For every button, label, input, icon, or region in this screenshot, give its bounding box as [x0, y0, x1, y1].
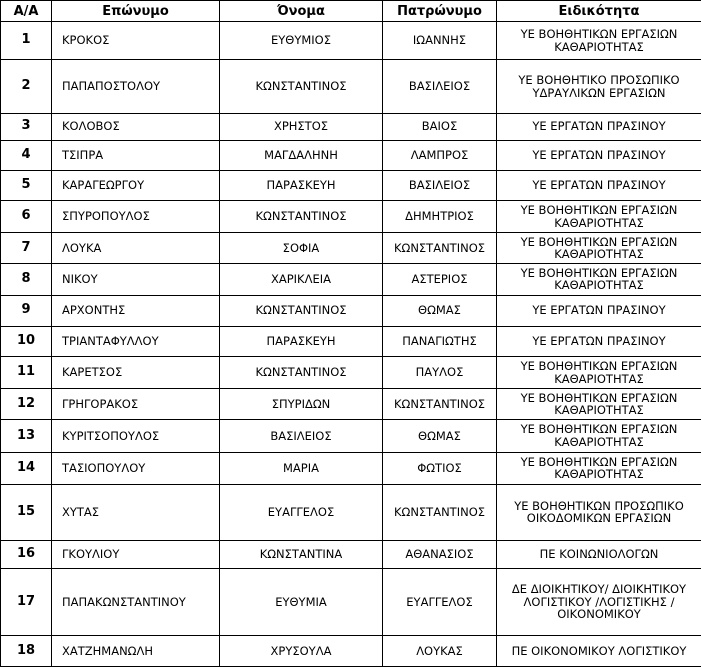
cell-aa: 3: [1, 113, 52, 140]
table-row: [1, 356, 701, 388]
cell-aa: 11: [1, 356, 52, 388]
cell-specialty: ΥΕ ΒΟΗΘΗΤΙΚΩΝ ΕΡΓΑΣΙΩΝ ΚΑΘΑΡΙΟΤΗΤΑΣ: [497, 22, 701, 60]
table-row: [1, 170, 701, 200]
cell-aa: 15: [1, 484, 52, 540]
cell-surname: ΛΟΥΚΑ: [52, 233, 220, 264]
table-row: [1, 484, 701, 540]
cell-name: ΧΡΗΣΤΟΣ: [220, 113, 383, 140]
cell-aa: 1: [1, 22, 52, 60]
cell-name: ΣΟΦΙΑ: [220, 233, 383, 264]
table-row: [1, 420, 701, 452]
cell-name: ΚΩΝΣΤΑΝΤΙΝΟΣ: [220, 60, 383, 113]
table-row: [1, 569, 701, 636]
table-row: [1, 326, 701, 356]
cell-name: ΧΑΡΙΚΛΕΙΑ: [220, 264, 383, 295]
cell-specialty: ΠΕ ΚΟΙΝΩΝΙΟΛΟΓΩΝ: [497, 541, 701, 569]
cell-aa: 2: [1, 60, 52, 113]
cell-aa: 13: [1, 420, 52, 452]
cell-father: ΠΑΝΑΓΙΩΤΗΣ: [383, 326, 497, 356]
cell-name: ΕΥΘΥΜΙΑ: [220, 569, 383, 636]
cell-aa: 9: [1, 295, 52, 326]
cell-specialty: ΥΕ ΕΡΓΑΤΩΝ ΠΡΑΣΙΝΟΥ: [497, 295, 701, 326]
cell-surname: ΚΑΡΕΤΣΟΣ: [52, 356, 220, 388]
cell-specialty: ΠΕ ΟΙΚΟΝΟΜΙΚΟΥ ΛΟΓΙΣΤΙΚΟΥ: [497, 635, 701, 666]
cell-name: ΚΩΝΣΤΑΝΤΙΝΑ: [220, 541, 383, 569]
table-body: [1, 22, 701, 667]
cell-aa: 14: [1, 452, 52, 484]
cell-name: ΚΩΝΣΤΑΝΤΙΝΟΣ: [220, 200, 383, 232]
cell-father: ΑΣΤΕΡΙΟΣ: [383, 264, 497, 295]
cell-surname: ΚΟΛΟΒΟΣ: [52, 113, 220, 140]
cell-father: ΚΩΝΣΤΑΝΤΙΝΟΣ: [383, 389, 497, 420]
cell-name: ΜΑΓΔΑΛΗΝΗ: [220, 140, 383, 170]
cell-name: ΕΥΘΥΜΙΟΣ: [220, 22, 383, 60]
cell-specialty: ΥΕ ΒΟΗΘΗΤΙΚΩΝ ΕΡΓΑΣΙΩΝ ΚΑΘΑΡΙΟΤΗΤΑΣ: [497, 233, 701, 264]
cell-surname: ΠΑΠΑΠΟΣΤΟΛΟΥ: [52, 60, 220, 113]
cell-father: ΙΩΑΝΝΗΣ: [383, 22, 497, 60]
cell-specialty: ΥΕ ΒΟΗΘΗΤΙΚΩΝ ΕΡΓΑΣΙΩΝ ΚΑΘΑΡΙΟΤΗΤΑΣ: [497, 420, 701, 452]
cell-specialty: ΥΕ ΕΡΓΑΤΩΝ ΠΡΑΣΙΝΟΥ: [497, 113, 701, 140]
table-row: [1, 113, 701, 140]
cell-specialty: ΥΕ ΕΡΓΑΤΩΝ ΠΡΑΣΙΝΟΥ: [497, 140, 701, 170]
header-name: Όνομα: [220, 1, 383, 22]
table-row: [1, 22, 701, 60]
table-row: [1, 140, 701, 170]
cell-specialty: ΥΕ ΒΟΗΘΗΤΙΚΟ ΠΡΟΣΩΠΙΚΟ ΥΔΡΑΥΛΙΚΩΝ ΕΡΓΑΣΙΩΝ: [497, 60, 701, 113]
cell-aa: 8: [1, 264, 52, 295]
cell-aa: 12: [1, 389, 52, 420]
cell-surname: ΑΡΧΟΝΤΗΣ: [52, 295, 220, 326]
cell-father: ΚΩΝΣΤΑΝΤΙΝΟΣ: [383, 484, 497, 540]
cell-father: ΒΑΙΟΣ: [383, 113, 497, 140]
table-row: [1, 541, 701, 569]
cell-aa: 4: [1, 140, 52, 170]
table-row: [1, 452, 701, 484]
cell-name: ΕΥΑΓΓΕΛΟΣ: [220, 484, 383, 540]
cell-surname: ΓΡΗΓΟΡΑΚΟΣ: [52, 389, 220, 420]
cell-name: ΒΑΣΙΛΕΙΟΣ: [220, 420, 383, 452]
cell-surname: ΤΡΙΑΝΤΑΦΥΛΛΟΥ: [52, 326, 220, 356]
cell-aa: 6: [1, 200, 52, 232]
cell-name: ΠΑΡΑΣΚΕΥΗ: [220, 326, 383, 356]
table-row: [1, 233, 701, 264]
cell-specialty: ΥΕ ΒΟΗΘΗΤΙΚΩΝ ΕΡΓΑΣΙΩΝ ΚΑΘΑΡΙΟΤΗΤΑΣ: [497, 452, 701, 484]
cell-name: ΚΩΝΣΤΑΝΤΙΝΟΣ: [220, 295, 383, 326]
cell-father: ΛΟΥΚΑΣ: [383, 635, 497, 666]
cell-father: ΛΑΜΠΡΟΣ: [383, 140, 497, 170]
cell-surname: ΤΑΣΙΟΠΟΥΛΟΥ: [52, 452, 220, 484]
table-row: [1, 264, 701, 295]
cell-specialty: ΥΕ ΒΟΗΘΗΤΙΚΩΝ ΕΡΓΑΣΙΩΝ ΚΑΘΑΡΙΟΤΗΤΑΣ: [497, 264, 701, 295]
cell-father: ΒΑΣΙΛΕΙΟΣ: [383, 60, 497, 113]
cell-father: ΘΩΜΑΣ: [383, 420, 497, 452]
cell-father: ΠΑΥΛΟΣ: [383, 356, 497, 388]
cell-aa: 17: [1, 569, 52, 636]
cell-father: ΦΩΤΙΟΣ: [383, 452, 497, 484]
header-father: Πατρώνυμο: [383, 1, 497, 22]
cell-surname: ΚΑΡΑΓΕΩΡΓΟΥ: [52, 170, 220, 200]
cell-name: ΠΑΡΑΣΚΕΥΗ: [220, 170, 383, 200]
cell-surname: ΚΡΟΚΟΣ: [52, 22, 220, 60]
cell-specialty: ΥΕ ΒΟΗΘΗΤΙΚΩΝ ΕΡΓΑΣΙΩΝ ΚΑΘΑΡΙΟΤΗΤΑΣ: [497, 200, 701, 232]
cell-specialty: ΥΕ ΒΟΗΘΗΤΙΚΩΝ ΠΡΟΣΩΠΙΚΟ ΟΙΚΟΔΟΜΙΚΩΝ ΕΡΓΑΣΙΩΝ: [497, 484, 701, 540]
cell-specialty: ΥΕ ΒΟΗΘΗΤΙΚΩΝ ΕΡΓΑΣΙΩΝ ΚΑΘΑΡΙΟΤΗΤΑΣ: [497, 389, 701, 420]
cell-aa: 16: [1, 541, 52, 569]
cell-name: ΚΩΝΣΤΑΝΤΙΝΟΣ: [220, 356, 383, 388]
cell-specialty: ΥΕ ΕΡΓΑΤΩΝ ΠΡΑΣΙΝΟΥ: [497, 170, 701, 200]
cell-father: ΑΘΑΝΑΣΙΟΣ: [383, 541, 497, 569]
table-row: [1, 200, 701, 232]
cell-aa: 18: [1, 635, 52, 666]
cell-surname: ΣΠΥΡΟΠΟΥΛΟΣ: [52, 200, 220, 232]
cell-surname: ΠΑΠΑΚΩΝΣΤΑΝΤΙΝΟΥ: [52, 569, 220, 636]
cell-name: ΧΡΥΣΟΥΛΑ: [220, 635, 383, 666]
header-row: [1, 1, 701, 22]
cell-father: ΔΗΜΗΤΡΙΟΣ: [383, 200, 497, 232]
cell-specialty: ΥΕ ΕΡΓΑΤΩΝ ΠΡΑΣΙΝΟΥ: [497, 326, 701, 356]
header-surname: Επώνυμο: [52, 1, 220, 22]
cell-aa: 7: [1, 233, 52, 264]
cell-surname: ΤΣΙΠΡΑ: [52, 140, 220, 170]
cell-name: ΣΠΥΡΙΔΩΝ: [220, 389, 383, 420]
cell-father: ΘΩΜΑΣ: [383, 295, 497, 326]
cell-father: ΚΩΝΣΤΑΝΤΙΝΟΣ: [383, 233, 497, 264]
header-specialty: Ειδικότητα: [497, 1, 701, 22]
cell-aa: 10: [1, 326, 52, 356]
table-row: [1, 295, 701, 326]
cell-father: ΕΥΑΓΓΕΛΟΣ: [383, 569, 497, 636]
cell-surname: ΧΑΤΖΗΜΑΝΩΛΗ: [52, 635, 220, 666]
cell-aa: 5: [1, 170, 52, 200]
header-aa: Α/Α: [1, 1, 52, 22]
cell-surname: ΧΥΤΑΣ: [52, 484, 220, 540]
cell-specialty: ΥΕ ΒΟΗΘΗΤΙΚΩΝ ΕΡΓΑΣΙΩΝ ΚΑΘΑΡΙΟΤΗΤΑΣ: [497, 356, 701, 388]
cell-surname: ΚΥΡΙΤΣΟΠΟΥΛΟΣ: [52, 420, 220, 452]
cell-father: ΒΑΣΙΛΕΙΟΣ: [383, 170, 497, 200]
cell-surname: ΝΙΚΟΥ: [52, 264, 220, 295]
table-row: [1, 635, 701, 666]
table-row: [1, 389, 701, 420]
cell-specialty: ΔΕ ΔΙΟΙΚΗΤΙΚΟΥ/ ΔΙΟΙΚΗΤΙΚΟΥ ΛΟΓΙΣΤΙΚΟΥ /ΛΟΓΙΣΤΙΚΗΣ / ΟΙΚΟΝΟΜΙΚΟΥ: [497, 569, 701, 636]
cell-name: ΜΑΡΙΑ: [220, 452, 383, 484]
table-row: [1, 60, 701, 113]
cell-surname: ΓΚΟΥΛΙΟΥ: [52, 541, 220, 569]
